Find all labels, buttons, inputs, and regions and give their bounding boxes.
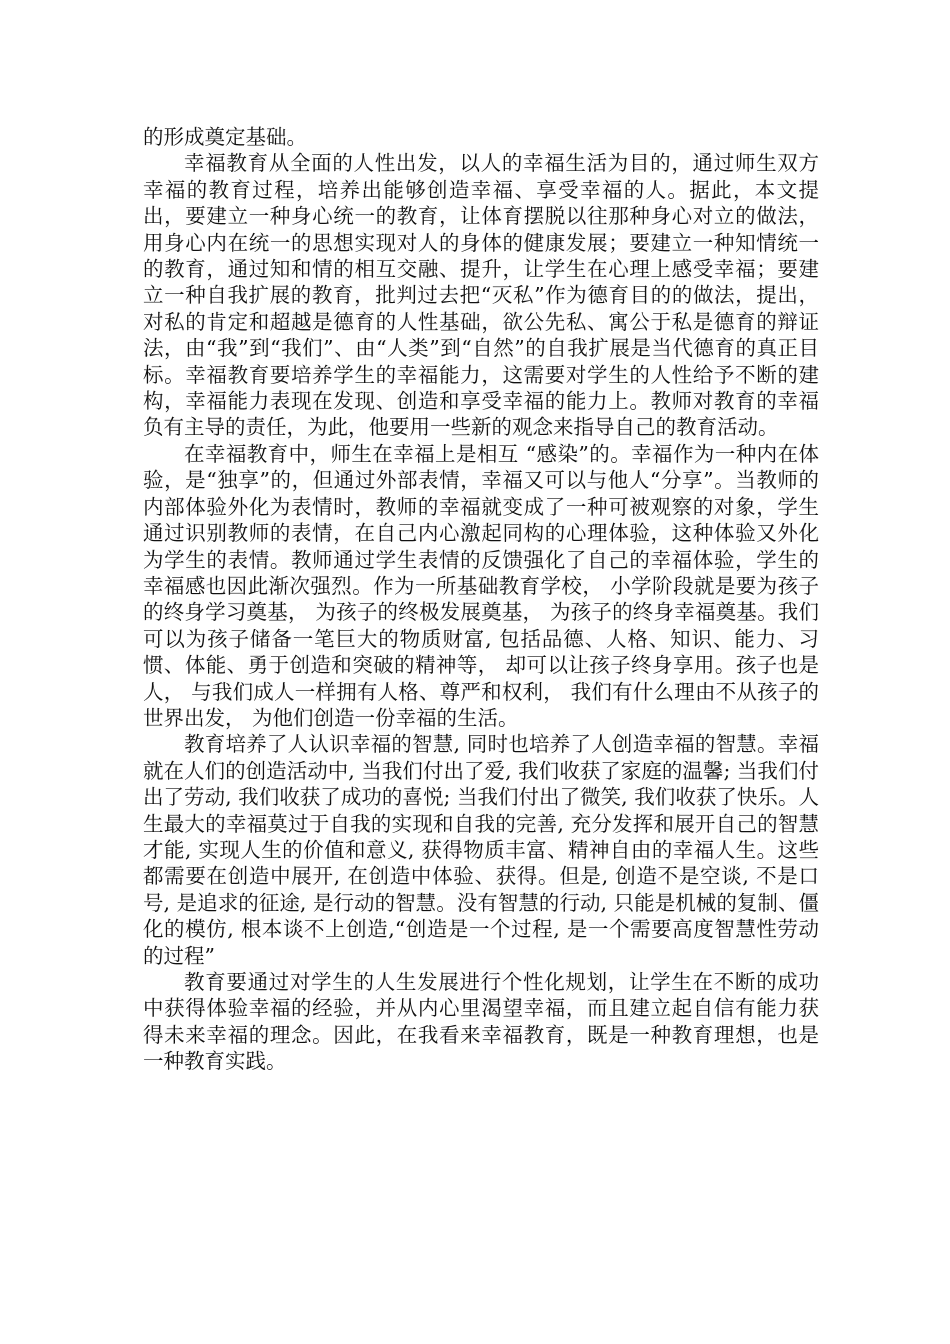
document-body bbox=[143, 124, 819, 1075]
paragraph-wisdom-creation: 教育培养了人认识幸福的智慧, 同时也培养了人创造幸福的智慧。幸福就在人们的创造活动中, 当我们付出了爱, 我们收获了家庭的温馨; 当我们付出了劳动, 我们收获了成功的喜悦; 当我们付出了微笑, 我们收获了快乐。人生最大的幸福莫过于自我的实现和自我的完善, 充分发挥和展开自己的智慧才能, 实现人生的价值和意义, 获得物质丰富、精神自由的幸福人生。这些都需要在创造中展开, 在创造中体验、获得。但是, 创造不是空谈, 不是口号, 是追求的征途, 是行动的智慧。没有智慧的行动, 只能是机械的复制、僵化的模仿, 根本谈不上创造,“创造是一个过程, 是一个需要高度智慧性劳动的过程” bbox=[143, 732, 819, 968]
paragraph-teacher-student-infection: 在幸福教育中，师生在幸福上是相互 “感染”的。幸福作为一种内在体验，是“独享”的，但通过外部表情，幸福又可以与他人“分享”。当教师的内部体验外化为表情时，教师的幸福就变成了一种可被观察的对象，学生通过识别教师的表情，在自己内心激起同构的心理体验，这种体验又外化为学生的表情。教师通过学生表情的反馈强化了自己的幸福体验，学生的幸福感也因此渐次强烈。作为一所基础教育学校， 小学阶段就是要为孩子的终身学习奠基， 为孩子的终极发展奠基， 为孩子的终身幸福奠基。我们可以为孩子储备一笔巨大的物质财富, 包括品德、人格、知识、能力、习惯、体能、勇于创造和突破的精神等， 却可以让孩子终身享用。孩子也是人， 与我们成人一样拥有人格、尊严和权利， 我们有什么理由不从孩子的世界出发， 为他们创造一份幸福的生活。 bbox=[143, 441, 819, 730]
paragraph-personalized-planning: 教育要通过对学生的人生发展进行个性化规划，让学生在不断的成功中获得体验幸福的经验，并从内心里渴望幸福，而且建立起自信有能力获得未来幸福的理念。因此，在我看来幸福教育，既是一种教育理想，也是一种教育实践。 bbox=[143, 970, 819, 1074]
paragraph-happiness-education-overview: 幸福教育从全面的人性出发，以人的幸福生活为目的，通过师生双方幸福的教育过程，培养出能够创造幸福、享受幸福的人。据此，本文提出，要建立一种身心统一的教育，让体育摆脱以往那种身心对立的做法，用身心内在统一的思想实现对人的身体的健康发展；要建立一种知情统一的教育，通过知和情的相互交融、提升，让学生在心理上感受幸福；要建立一种自我扩展的教育，批判过去把“灭私”作为德育目的的做法，提出，对私的肯定和超越是德育的人性基础，欲公先私、寓公于私是德育的辩证法，由“我”到“我们”、由“人类”到“自然”的自我扩展是当代德育的真正目标。幸福教育要培养学生的幸福能力，这需要对学生的人性给予不断的建构，幸福能力表现在发现、创造和享受幸福的能力上。教师对教育的幸福负有主导的责任，为此，他要用一些新的观念来指导自己的教育活动。 bbox=[143, 151, 819, 440]
paragraph-continuation: 的形成奠定基础。 bbox=[143, 125, 307, 149]
